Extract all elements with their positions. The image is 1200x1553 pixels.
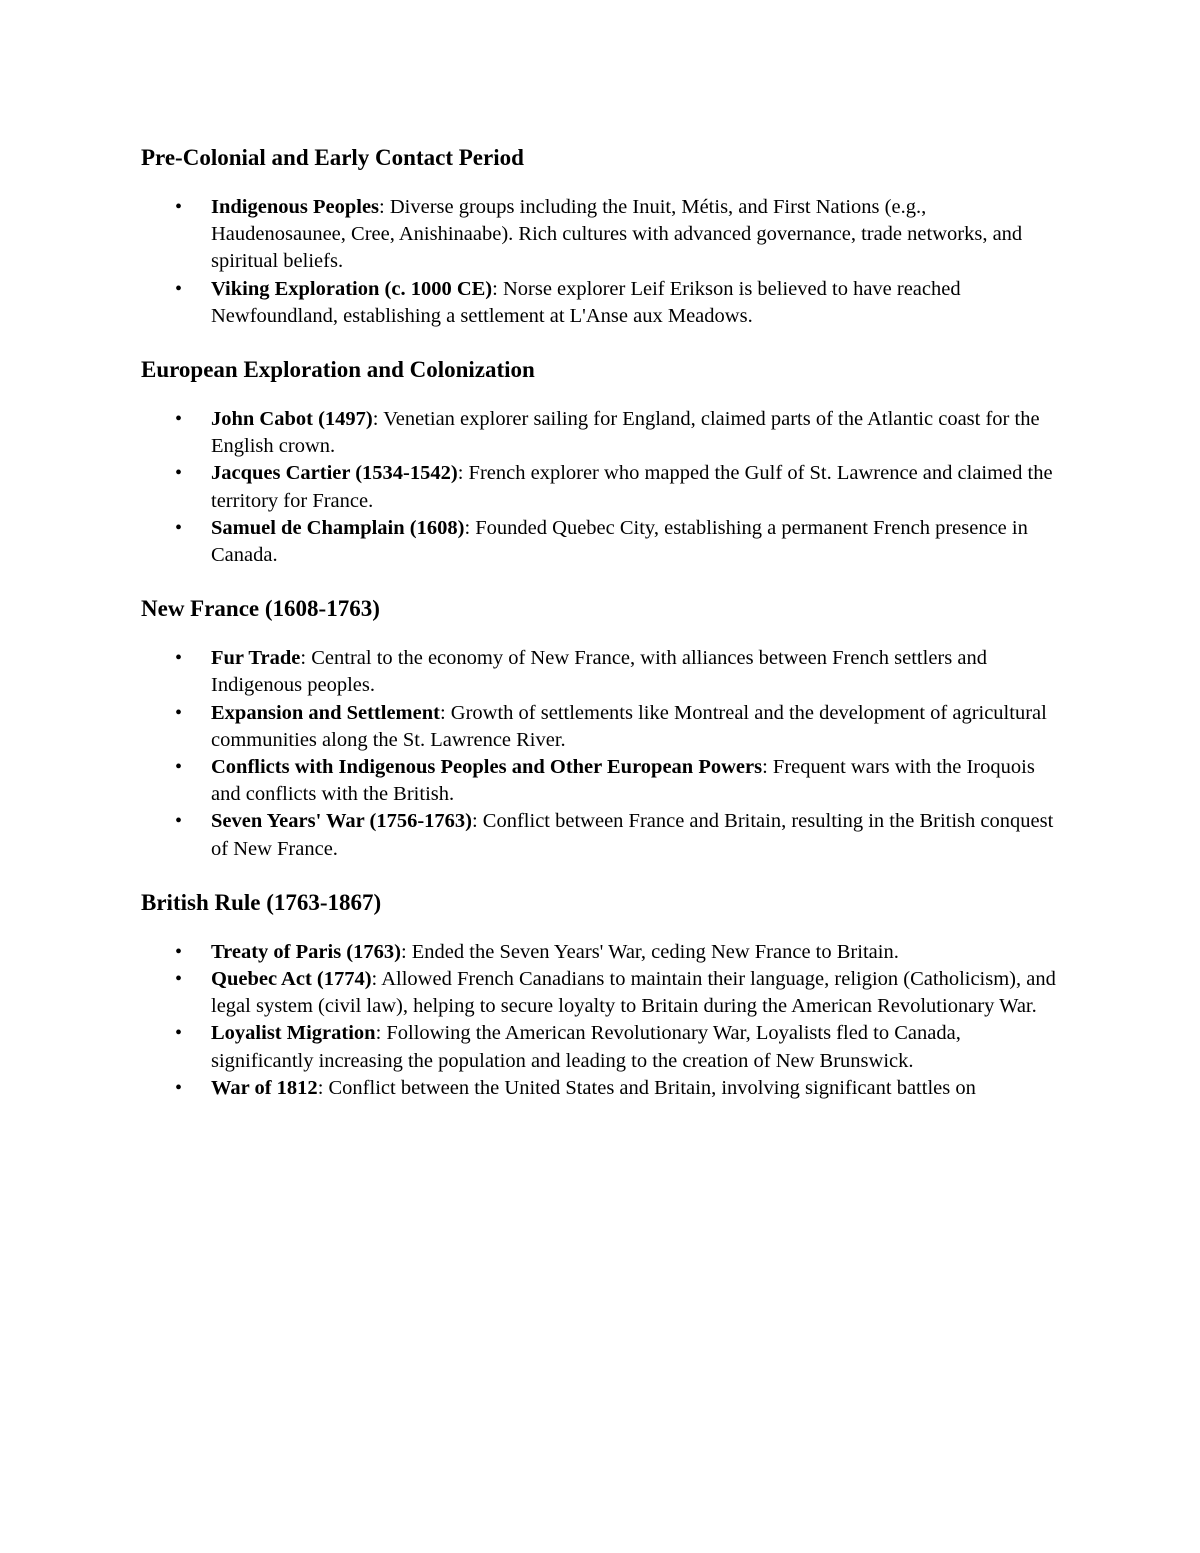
bullet-icon: • <box>175 277 183 300</box>
item-text: : French explorer who mapped the Gulf of St. Lawrence and claimed the territory for France. <box>211 462 1053 512</box>
item-term: Treaty of Paris (1763) <box>211 940 401 963</box>
item-term: Viking Exploration (c. 1000 CE) <box>211 277 493 300</box>
list-item <box>141 194 1057 276</box>
bullet-list <box>141 194 1070 330</box>
section-heading: British Rule (1763-1867) <box>141 889 382 915</box>
section-pre-colonial <box>141 140 1070 330</box>
section-heading: European Exploration and Colonization <box>141 357 535 383</box>
section-british-rule <box>141 885 1070 1102</box>
list-item <box>141 1075 1057 1102</box>
item-term: Quebec Act (1774) <box>211 968 372 991</box>
bullet-icon: • <box>175 701 183 724</box>
bullet-icon: • <box>175 1076 183 1099</box>
list-item <box>141 1020 1057 1074</box>
list-item <box>141 276 1057 330</box>
item-text: : Ended the Seven Years' War, ceding New France to Britain. <box>400 940 899 963</box>
item-term: Seven Years' War (1756-1763) <box>211 810 472 833</box>
bullet-list <box>141 645 1070 863</box>
section-new-france <box>141 591 1070 863</box>
item-text: : Allowed French Canadians to maintain their language, religion (Catholicism), and legal system (civil law), helping to secure loyalty to Britain during the American Revolutionary War. <box>211 968 1056 1018</box>
bullet-icon: • <box>175 968 183 991</box>
item-term: Jacques Cartier (1534-1542) <box>211 462 458 485</box>
item-term: War of 1812 <box>211 1076 318 1099</box>
bullet-icon: • <box>175 940 183 963</box>
list-item <box>141 406 1057 460</box>
item-text: : Conflict between the United States and Britain, involving significant battles on <box>317 1076 976 1099</box>
bullet-icon: • <box>175 756 183 779</box>
list-item <box>141 460 1057 514</box>
item-text: : Diverse groups including the Inuit, Métis, and First Nations (e.g., Haudenosaunee, Cree, Anishinaabe). Rich cultures with advanced governance, trade networks, and spiritual beliefs. <box>211 196 1023 273</box>
list-item <box>141 754 1057 808</box>
item-term: John Cabot (1497) <box>211 408 373 431</box>
item-text: : Venetian explorer sailing for England, claimed parts of the Atlantic coast for the English crown. <box>211 408 1040 458</box>
item-text: : Central to the economy of New France, with alliances between French settlers and Indigenous peoples. <box>211 647 987 697</box>
list-item <box>141 808 1057 862</box>
item-term: Samuel de Champlain (1608) <box>211 516 465 539</box>
item-text: : Growth of settlements like Montreal and the development of agricultural communities along the St. Lawrence River. <box>211 701 1047 751</box>
bullet-icon: • <box>175 408 183 431</box>
item-text: : Frequent wars with the Iroquois and conflicts with the British. <box>211 756 1035 806</box>
item-term: Indigenous Peoples <box>211 196 380 218</box>
item-term: Loyalist Migration <box>211 1022 376 1045</box>
item-term: Fur Trade <box>211 647 301 670</box>
list-item <box>141 700 1057 754</box>
list-item <box>141 645 1057 699</box>
bullet-icon: • <box>175 1022 183 1045</box>
bullet-icon: • <box>175 196 183 218</box>
item-term: Expansion and Settlement <box>211 701 440 724</box>
section-heading: Pre-Colonial and Early Contact Period <box>141 145 524 170</box>
list-item <box>141 515 1057 569</box>
list-item <box>141 966 1057 1020</box>
bullet-icon: • <box>175 516 183 539</box>
item-text: : Norse explorer Leif Erikson is believed to have reached Newfoundland, establishing a settlement at L'Anse aux Meadows. <box>211 277 961 327</box>
item-text: : Founded Quebec City, establishing a permanent French presence in Canada. <box>211 516 1028 567</box>
item-term: Conflicts with Indigenous Peoples and Other European Powers <box>211 756 763 779</box>
section-european-exploration <box>141 352 1070 569</box>
bullet-icon: • <box>175 810 183 833</box>
bullet-list <box>141 939 1070 1102</box>
bullet-icon: • <box>175 462 183 485</box>
bullet-icon: • <box>175 647 183 670</box>
item-text: : Following the American Revolutionary War, Loyalists fled to Canada, significantly increasing the population and leading to the creation of New Brunswick. <box>211 1022 961 1072</box>
bullet-list <box>141 406 1070 569</box>
item-text: : Conflict between France and Britain, resulting in the British conquest of New France. <box>211 810 1054 860</box>
list-item <box>141 939 1057 966</box>
section-heading: New France (1608-1763) <box>141 596 380 622</box>
